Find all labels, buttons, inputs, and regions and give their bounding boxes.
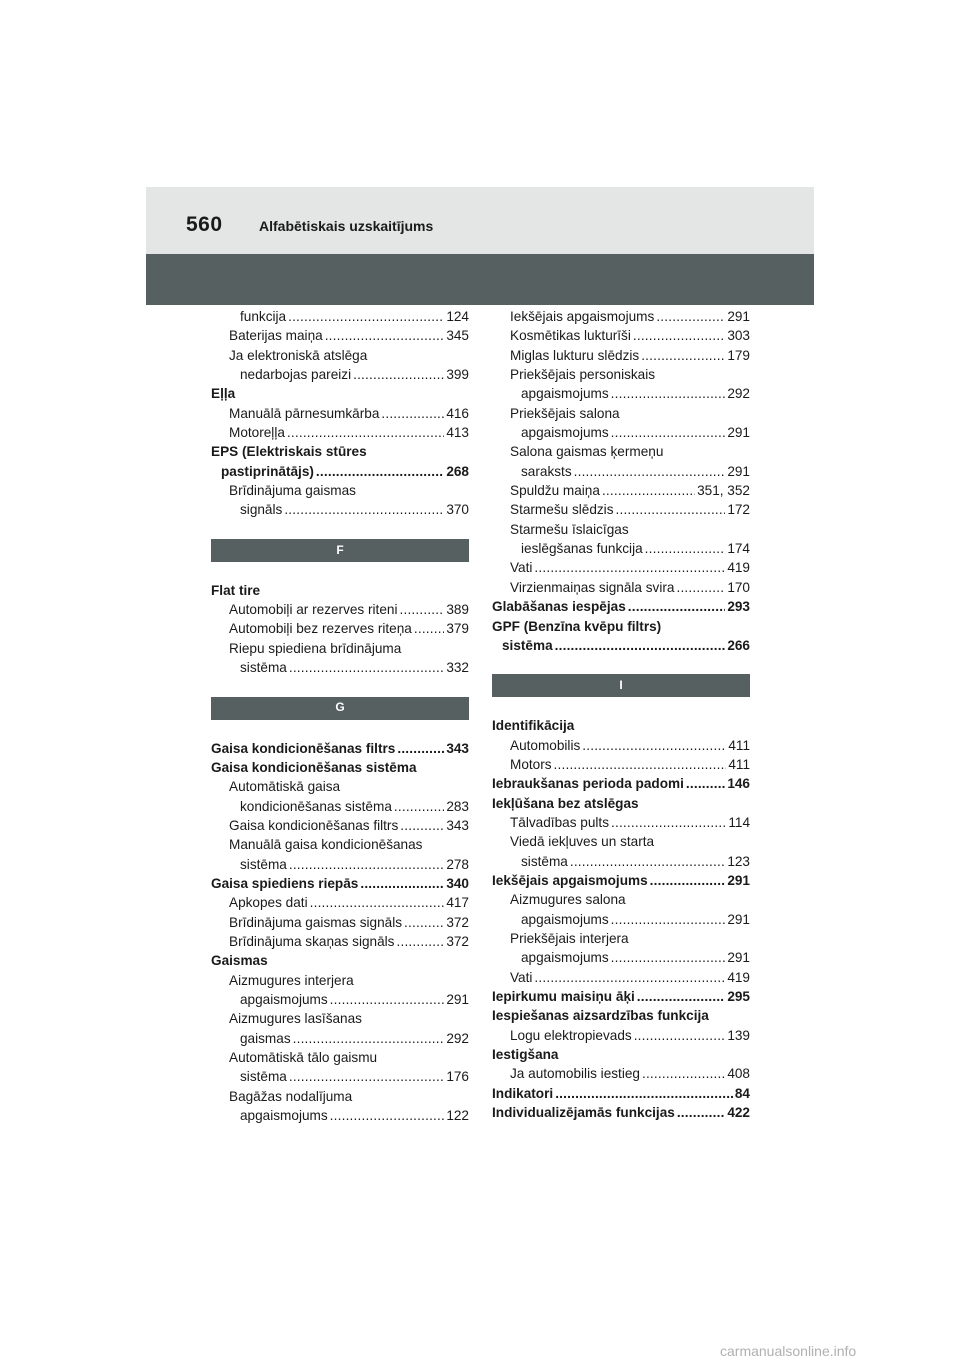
entry-text: kondicionēšanas sistēma (240, 798, 392, 814)
entry-page-number: 389 (446, 602, 469, 618)
entry-text: apgaismojums (521, 911, 609, 927)
dot-leader (330, 1106, 445, 1125)
entry-page-number: 372 (446, 914, 469, 930)
index-sub-entry (492, 852, 750, 871)
entry-text: Iekšējais apgaismojums (492, 872, 648, 888)
index-column-left (211, 307, 469, 1125)
dot-leader (555, 636, 726, 655)
dot-leader (650, 871, 726, 890)
entry-page-number: 340 (446, 875, 469, 891)
entry-page-number: 343 (446, 740, 469, 756)
entry-page-number: 411 (728, 756, 750, 772)
index-column-right (492, 307, 750, 1122)
index-sub-entry (211, 500, 469, 519)
index-sub-entry (492, 1026, 750, 1045)
index-sub-entry (492, 1064, 750, 1083)
entry-text: Priekšējais interjera (510, 930, 629, 946)
index-sub-entry (211, 1009, 469, 1028)
index-sub-entry (211, 893, 469, 912)
entry-text: GPF (Benzīna kvēpu filtrs) (492, 618, 662, 634)
index-sub-entry (492, 890, 750, 909)
entry-text: Iespiešanas aizsardzības funkcija (492, 1008, 709, 1024)
entry-text: Ja elektroniskā atslēga (229, 347, 368, 363)
entry-text: Baterijas maiņa (229, 328, 323, 344)
entry-page-number: 291 (727, 872, 750, 888)
index-sub-entry (211, 307, 469, 326)
index-sub-entry (492, 442, 750, 461)
index-sub-entry (492, 558, 750, 577)
index-sub-entry (492, 755, 750, 774)
dot-leader (642, 1064, 725, 1083)
index-main-entry (211, 758, 469, 777)
index-main-entry (211, 874, 469, 893)
index-main-entry (492, 636, 750, 655)
index-sub-entry (211, 346, 469, 365)
index-sub-entry (211, 326, 469, 345)
index-main-entry (492, 597, 750, 616)
entry-text: Flat tire (211, 582, 261, 598)
index-sub-entry (211, 835, 469, 854)
entry-text: Manuālā pārnesumkārba (229, 405, 380, 421)
index-sub-entry (211, 1067, 469, 1086)
entry-text: Identifikācija (492, 718, 575, 734)
dot-leader (611, 423, 726, 442)
index-sub-entry (211, 365, 469, 384)
entry-text: Glabāšanas iespējas (492, 599, 626, 615)
entry-text: Spuldžu maiņa (510, 483, 600, 499)
entry-text: Individualizējamās funkcijas (492, 1105, 675, 1121)
entry-page-number: 291 (727, 463, 750, 479)
entry-page-number: 179 (727, 347, 750, 363)
entry-text: Iestigšana (492, 1047, 559, 1063)
dot-leader (602, 481, 695, 500)
index-sub-entry (492, 307, 750, 326)
entry-text: EPS (Elektriskais stūres (211, 444, 367, 460)
index-main-entry (492, 871, 750, 890)
entry-text: Gaisa kondicionēšanas filtrs (211, 740, 396, 756)
index-sub-entry (492, 910, 750, 929)
entry-text: Bagāžas nodalījuma (229, 1088, 353, 1104)
entry-text: Priekšējais personiskais (510, 367, 656, 383)
entry-page-number: 124 (446, 309, 469, 324)
index-main-entry (211, 442, 469, 461)
entry-text: sistēma (521, 853, 568, 869)
entry-text: nedarbojas pareizi (240, 367, 352, 383)
dot-leader (555, 1084, 733, 1103)
dot-leader (289, 1067, 444, 1086)
dot-leader (316, 462, 444, 481)
index-sub-entry (211, 619, 469, 638)
entry-text: ieslēgšanas funkcija (521, 541, 643, 557)
dot-leader (676, 578, 725, 597)
entry-page-number: 172 (727, 502, 750, 518)
index-sub-entry (492, 326, 750, 345)
entry-text: funkcija (240, 309, 287, 324)
index-sub-entry (492, 384, 750, 403)
entry-text: Aizmugures interjera (229, 972, 354, 988)
entry-page-number: 146 (727, 776, 750, 792)
index-sub-entry (211, 797, 469, 816)
entry-page-number: 266 (727, 637, 750, 653)
index-main-entry (492, 1084, 750, 1103)
index-main-entry (492, 774, 750, 793)
entry-text: Automātiskā tālo gaismu (229, 1050, 378, 1065)
entry-text: Virzienmaiņas signāla svira (510, 579, 675, 595)
dot-leader (325, 326, 445, 345)
index-sub-entry (211, 990, 469, 1009)
dot-leader (394, 797, 444, 816)
index-sub-entry (211, 404, 469, 423)
index-sub-entry (211, 971, 469, 990)
entry-text: Vati (510, 969, 533, 985)
dot-leader (400, 816, 444, 835)
entry-page-number: 408 (727, 1066, 750, 1082)
dot-leader (397, 739, 444, 758)
index-sub-entry (211, 932, 469, 951)
letter-divider: F (211, 539, 469, 562)
index-main-entry (492, 987, 750, 1006)
index-main-entry (211, 739, 469, 758)
index-sub-entry (492, 500, 750, 519)
entry-text: pastiprinātājs) (221, 463, 314, 479)
entry-text: Aizmugures salona (510, 892, 626, 908)
entry-page-number: 176 (446, 1069, 469, 1085)
dot-leader (293, 1029, 445, 1048)
entry-page-number: 139 (727, 1027, 750, 1043)
dot-leader (396, 932, 444, 951)
index-sub-entry (211, 855, 469, 874)
entry-page-number: 114 (728, 814, 750, 830)
dot-leader (611, 384, 726, 403)
entry-page-number: 170 (727, 579, 750, 595)
index-sub-entry (211, 600, 469, 619)
dot-leader (288, 307, 444, 326)
entry-page-number: 291 (727, 950, 750, 966)
entry-text: Viedā iekļuves un starta (510, 834, 655, 850)
entry-text: Riepu spiediena brīdinājuma (229, 640, 402, 656)
entry-page-number: 419 (727, 969, 750, 985)
entry-text: Gaisa kondicionēšanas filtrs (229, 817, 399, 833)
entry-page-number: 343 (446, 817, 469, 833)
entry-page-number: 283 (446, 798, 469, 814)
index-sub-entry (492, 736, 750, 755)
dot-leader (554, 755, 727, 774)
index-sub-entry (211, 816, 469, 835)
entry-text: Apkopes dati (229, 895, 308, 911)
dot-leader (570, 852, 725, 871)
entry-text: Gaisa kondicionēšanas sistēma (211, 759, 417, 775)
entry-page-number: 291 (727, 911, 750, 927)
entry-text: sistēma (502, 637, 553, 653)
entry-page-number: 268 (446, 463, 469, 479)
entry-text: Iekļūšana bez atslēgas (492, 795, 639, 811)
entry-text: Automobilis (510, 737, 581, 753)
entry-text: Iebraukšanas perioda padomi (492, 776, 684, 792)
index-sub-entry (492, 539, 750, 558)
index-sub-entry (211, 639, 469, 658)
dot-leader (611, 910, 726, 929)
entry-text: apgaismojums (240, 991, 328, 1007)
dot-leader (330, 990, 445, 1009)
entry-text: Salona gaismas ķermeņu (510, 444, 664, 460)
entry-page-number: 379 (446, 621, 469, 637)
entry-page-number: 84 (734, 1085, 750, 1101)
dot-leader (686, 774, 725, 793)
dot-leader (414, 619, 444, 638)
index-sub-entry (211, 658, 469, 677)
index-main-entry (211, 462, 469, 481)
dot-leader (381, 404, 444, 423)
letter-divider: I (492, 674, 750, 697)
index-sub-entry (492, 462, 750, 481)
entry-text: Tālvadības pults (510, 814, 609, 830)
entry-page-number: 291 (727, 309, 750, 324)
entry-text: Automātiskā gaisa (229, 779, 341, 795)
entry-page-number: 370 (446, 502, 469, 518)
entry-text: Automobiļi bez rezerves riteņa (229, 621, 412, 637)
index-main-entry (492, 716, 750, 735)
dot-leader (360, 874, 444, 893)
entry-text: Gaismas (211, 953, 268, 969)
index-sub-entry (492, 481, 750, 500)
entry-page-number: 372 (446, 933, 469, 949)
dot-leader (645, 539, 726, 558)
entry-text: Vati (510, 560, 533, 576)
entry-text: saraksts (521, 463, 572, 479)
index-sub-entry (492, 929, 750, 948)
dot-leader (616, 500, 726, 519)
dot-leader (582, 736, 726, 755)
letter-divider: G (211, 697, 469, 720)
index-main-entry (211, 384, 469, 403)
entry-text: apgaismojums (521, 425, 609, 441)
index-main-entry (211, 581, 469, 600)
entry-text: Aizmugures lasīšanas (229, 1011, 362, 1027)
entry-text: Brīdinājuma gaismas (229, 483, 356, 499)
entry-text: Eļļa (211, 386, 236, 402)
dot-leader (289, 855, 444, 874)
index-sub-entry (211, 777, 469, 796)
index-main-entry (211, 951, 469, 970)
index-sub-entry (211, 1087, 469, 1106)
dot-leader (677, 1103, 725, 1122)
entry-page-number: 351, 352 (697, 483, 750, 499)
entry-text: apgaismojums (240, 1108, 328, 1124)
index-sub-entry (492, 813, 750, 832)
entry-text: sistēma (240, 1069, 287, 1085)
entry-text: Iepirkumu maisiņu āķi (492, 989, 635, 1004)
dot-leader (404, 913, 444, 932)
entry-text: Starmešu īslaicīgas (510, 521, 629, 537)
section-title: Alfabētiskais uzskaitījums (259, 218, 434, 234)
index-sub-entry (492, 520, 750, 539)
dot-leader (641, 346, 725, 365)
entry-text: sistēma (240, 856, 287, 872)
dot-leader (534, 558, 725, 577)
dot-leader (287, 423, 444, 442)
dot-leader (611, 948, 726, 967)
entry-page-number: 174 (727, 541, 750, 557)
dot-leader (284, 500, 444, 519)
watermark: carmanualsonline.info (720, 1343, 857, 1359)
dot-leader (289, 658, 444, 677)
entry-page-number: 293 (727, 599, 750, 615)
entry-page-number: 419 (727, 560, 750, 576)
index-main-entry (492, 794, 750, 813)
dot-leader (399, 600, 444, 619)
page-number: 560 (186, 213, 223, 236)
entry-page-number: 417 (446, 895, 469, 911)
entry-text: Indikatori (492, 1085, 554, 1101)
index-sub-entry (211, 913, 469, 932)
entry-text: Motoreļļa (229, 425, 285, 441)
entry-page-number: 413 (446, 425, 469, 441)
entry-page-number: 291 (727, 425, 750, 441)
index-sub-entry (492, 832, 750, 851)
entry-page-number: 122 (446, 1108, 469, 1124)
entry-page-number: 416 (446, 405, 469, 421)
dot-leader (628, 597, 726, 616)
index-main-entry (492, 1045, 750, 1064)
index-sub-entry (492, 365, 750, 384)
dot-leader (310, 893, 445, 912)
entry-text: Starmešu slēdzis (510, 502, 614, 518)
entry-text: gaismas (240, 1030, 291, 1046)
dot-leader (611, 813, 726, 832)
entry-text: Automobiļi ar rezerves riteni (229, 602, 398, 618)
dot-leader (637, 987, 726, 1006)
entry-text: Brīdinājuma gaismas signāls (229, 914, 403, 930)
entry-page-number: 303 (727, 328, 750, 344)
index-sub-entry (211, 481, 469, 500)
header-band (146, 187, 814, 254)
entry-text: Gaisa spiediens riepās (211, 875, 359, 891)
entry-text: sistēma (240, 660, 287, 676)
index-sub-entry (492, 948, 750, 967)
entry-text: apgaismojums (521, 386, 609, 402)
dot-leader (574, 462, 726, 481)
index-main-entry (492, 1006, 750, 1025)
entry-page-number: 295 (727, 989, 750, 1004)
header-dark-band (146, 254, 814, 305)
entry-text: Logu elektropievads (510, 1027, 632, 1043)
entry-page-number: 292 (727, 386, 750, 402)
entry-text: apgaismojums (521, 950, 609, 966)
entry-text: signāls (240, 502, 283, 518)
entry-page-number: 278 (446, 856, 469, 872)
entry-page-number: 292 (446, 1030, 469, 1046)
entry-text: Iekšējais apgaismojums (510, 309, 655, 324)
entry-page-number: 411 (728, 737, 750, 753)
index-sub-entry (211, 1029, 469, 1048)
index-main-entry (492, 1103, 750, 1122)
entry-text: Brīdinājuma skaņas signāls (229, 933, 395, 949)
entry-page-number: 345 (446, 328, 469, 344)
index-sub-entry (492, 423, 750, 442)
dot-leader (353, 365, 444, 384)
entry-text: Ja automobilis iestieg (510, 1066, 640, 1082)
entry-text: Kosmētikas lukturīši (510, 328, 631, 344)
dot-leader (534, 968, 725, 987)
entry-text: Priekšējais salona (510, 405, 620, 421)
index-sub-entry (492, 404, 750, 423)
entry-page-number: 123 (727, 853, 750, 869)
index-sub-entry (492, 346, 750, 365)
index-main-entry (492, 617, 750, 636)
entry-page-number: 291 (446, 991, 469, 1007)
dot-leader (633, 326, 725, 345)
index-sub-entry (211, 423, 469, 442)
index-sub-entry (492, 968, 750, 987)
entry-text: Miglas lukturu slēdzis (510, 347, 640, 363)
entry-text: Manuālā gaisa kondicionēšanas (229, 837, 423, 853)
dot-leader (634, 1026, 726, 1045)
entry-text: Motors (510, 756, 552, 772)
entry-page-number: 399 (446, 367, 469, 383)
entry-page-number: 422 (727, 1105, 750, 1121)
index-sub-entry (211, 1048, 469, 1067)
index-sub-entry (211, 1106, 469, 1125)
index-sub-entry (492, 578, 750, 597)
entry-page-number: 332 (446, 660, 469, 676)
dot-leader (656, 307, 725, 326)
